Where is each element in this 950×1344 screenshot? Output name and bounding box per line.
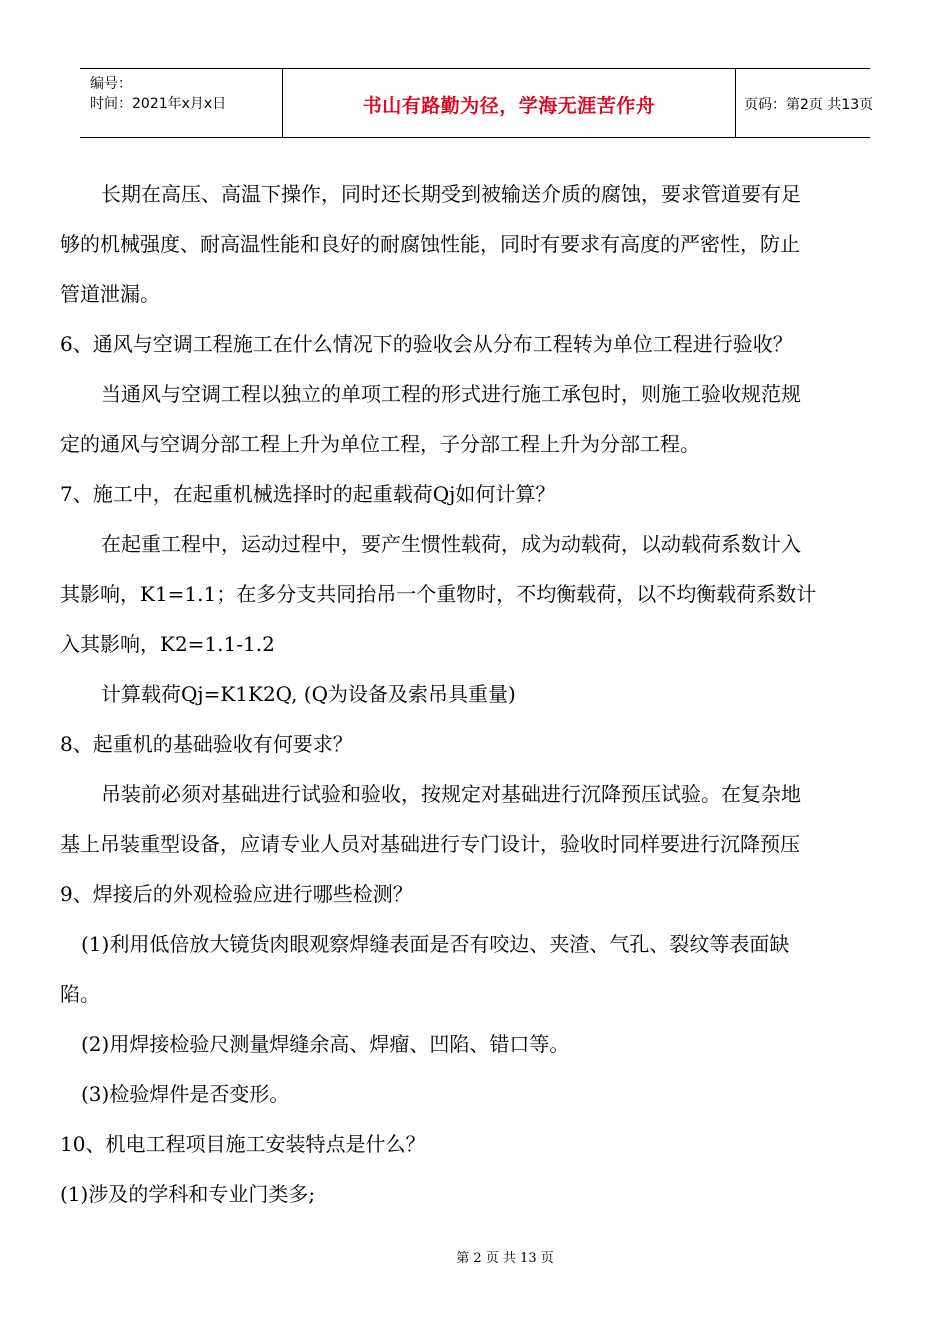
document-body <box>60 172 895 1222</box>
paragraph-line: 基上吊装重型设备，应请专业人员对基础进行专门设计，验收时同样要进行沉降预压 <box>60 832 800 856</box>
paragraph-line: 吊装前必须对基础进行试验和验收，按规定对基础进行沉降预压试验。在复杂地 <box>101 782 801 806</box>
list-item: (2)用焊接检验尺测量焊缝余高、焊瘤、凹陷、错口等。 <box>81 1032 570 1056</box>
question-heading: 9、焊接后的外观检验应进行哪些检测？ <box>60 882 413 906</box>
page-footer: 第 2 页 共 13 页 <box>456 1251 554 1266</box>
paragraph-line: 管道泄漏。 <box>60 282 160 306</box>
header-motto-cell <box>282 69 736 137</box>
list-item: (1)利用低倍放大镜货肉眼观察焊缝表面是否有咬边、夹渣、气孔、裂纹等表面缺 <box>81 932 790 956</box>
header-motto: 书山有路勤为径，学海无涯苦作舟 <box>362 95 656 117</box>
question-heading: 10、机电工程项目施工安装特点是什么？ <box>60 1132 426 1156</box>
header-page-info: 页码：第2页 共13页 <box>744 97 874 113</box>
question-heading: 8、起重机的基础验收有何要求？ <box>60 732 353 756</box>
header-page-cell <box>736 69 874 137</box>
question-heading: 7、施工中，在起重机械选择时的起重载荷Qj如何计算？ <box>60 482 556 506</box>
list-item: (1)涉及的学科和专业门类多; <box>60 1182 316 1206</box>
formula-line: 计算载荷Qj=K1K2Q, (Q为设备及索吊具重量) <box>101 682 516 706</box>
paragraph-line: 陷。 <box>60 982 100 1006</box>
list-item: (3)检验焊件是否变形。 <box>81 1082 290 1106</box>
paragraph-line: 当通风与空调工程以独立的单项工程的形式进行施工承包时，则施工验收规范规 <box>101 382 801 406</box>
paragraph-line: 入其影响，K2=1.1-1.2 <box>60 632 275 656</box>
paragraph-line: 在起重工程中，运动过程中，要产生惯性载荷，成为动载荷，以动载荷系数计入 <box>101 532 801 556</box>
paragraph-line: 其影响，K1=1.1；在多分支共同抬吊一个重物时，不均衡载荷，以不均衡载荷系数计 <box>60 582 817 606</box>
paragraph-line: 定的通风与空调分部工程上升为单位工程，子分部工程上升为分部工程。 <box>60 432 700 456</box>
paragraph-line: 长期在高压、高温下操作，同时还长期受到被输送介质的腐蚀，要求管道要有足 <box>101 182 801 206</box>
header-info-cell <box>80 69 282 137</box>
paragraph-line: 够的机械强度、耐高温性能和良好的耐腐蚀性能，同时有要求有高度的严密性，防止 <box>60 232 800 256</box>
question-heading: 6、通风与空调工程施工在什么情况下的验收会从分布工程转为单位工程进行验收？ <box>60 332 793 356</box>
date-label: 时间：2021年x月x日 <box>90 96 227 112</box>
page-header <box>80 68 874 138</box>
serial-number-label: 编号： <box>90 76 132 92</box>
